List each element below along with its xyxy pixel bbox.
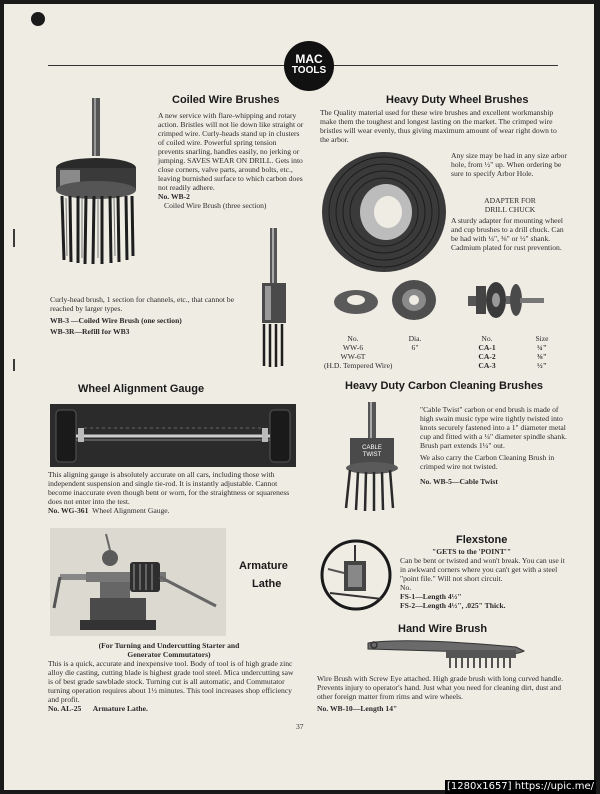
hand-brush-body-text: Wire Brush with Screw Eye attached. High grade brush with long curved handle. Prevents injury to operator's hand. Just what you need for cleaning dirt, dust and other foreign matter from rims and wire wheels. [317, 674, 563, 701]
image-host-url: [1280x1657] https://upic.me/ [446, 781, 594, 792]
page-number: 37 [296, 722, 304, 731]
adapter-body-text: A sturdy adapter for mounting wheel and cup brushes to a drill chuck. Can be had with ¼", ⅜" or ½" shank. Cadmium plated for rust prevention. [451, 216, 564, 252]
table-row [462, 361, 572, 370]
carbon-label-2: TWIST [362, 452, 382, 458]
ca-row-3-no: CA-3 [478, 361, 496, 370]
ww-header-dia: Dia. [408, 334, 422, 343]
wheel-gauge-title: Wheel Alignment Gauge [78, 383, 205, 395]
coiled-no: No. WB-2 [158, 192, 190, 201]
carbon-title: Heavy Duty Carbon Cleaning Brushes [345, 380, 544, 392]
ca-table [462, 334, 572, 370]
table-row [322, 343, 446, 352]
ww-row-2-dia [384, 352, 446, 361]
table-row [322, 352, 446, 361]
binder-mark [13, 359, 15, 371]
armature-lathe-image [50, 528, 226, 636]
flexstone-body [400, 556, 570, 610]
carbon-body-text: "Cable Twist" carbon or end brush is made of high swain music type wire tightly twisted into knots securely fastened into a 1" diameter metal cup and fitted with a ¼" diameter spindle shank. Brush part extends 1¼" out. [420, 405, 567, 450]
ww-row-1-no: WW-6 [342, 343, 364, 352]
wheel-brush-image [320, 150, 448, 275]
arbor-note-text: Any size may be had in any size arbor hole, from ½" up. When ordering be sure to specify Arbor Hole. [451, 151, 567, 178]
ww-note: (H.D. Tempered Wire) [324, 361, 393, 370]
carbon-body [420, 405, 570, 486]
brand-logo [284, 41, 334, 91]
binder-mark [13, 229, 15, 247]
armature-no: No. AL-25 [48, 704, 82, 713]
adapter-image [466, 278, 546, 320]
armature-body-text: This is a quick, accurate and inexpensive tool. Body of tool is of high grade zinc alloy die casting, cutting blade is highest grade tool steel. Mica undercutting saw is of best grade sawblade stock. Turning cut is all automatic, and Commutator turning operation requires about 1½ minutes. This tool increases shop efficiency and profit. [48, 659, 294, 704]
coiled-title: Coiled Wire Brushes [172, 94, 280, 106]
wb3r-line: WB-3R—Refill for WB3 [50, 327, 130, 336]
flexstone-fs2: FS-2—Length 4½", .025" Thick. [400, 601, 506, 610]
wheel-gauge-no-desc: Wheel Alignment Gauge. [92, 506, 170, 515]
armature-body [48, 659, 296, 713]
armature-title-2: Lathe [252, 578, 282, 590]
curly-note-text: Curly-head brush, 1 section for channels, etc., that cannot be reached by larger types. [50, 295, 235, 313]
adapter-title [451, 196, 569, 214]
brand-logo-line1: MAC [295, 52, 323, 66]
table-row [462, 352, 572, 361]
adapter-body [451, 216, 569, 252]
ww-row-2-no: WW-6T [340, 352, 366, 361]
ca-header-size: Size [535, 334, 549, 343]
armature-subtitle-1: (For Turning and Undercutting Starter and [98, 641, 240, 650]
curly-note [50, 295, 250, 336]
hand-brush-body [317, 674, 571, 713]
catalog-page [4, 4, 594, 790]
hand-brush-no: No. WB-10—Length 14" [317, 704, 398, 713]
hand-brush-image [366, 635, 528, 671]
wheel-gauge-no: No. WG-361 [48, 506, 89, 515]
armature-subtitle-2: Generator Commutators) [127, 650, 211, 659]
heavy-wheel-body [320, 108, 566, 144]
ca-row-1-size: ¼" [537, 343, 547, 352]
brand-logo-line2: TOOLS [291, 65, 327, 76]
coiled-body-text: A new service with flare-whipping and rotary action. Bristles will not lie down like straight or crimped wire. Curly-heads stand up in clusters of coiled wire. Powerful spring tension prevents snarling, handles easily, no jerking or jumping. SAVES WEAR ON DRILL. Gets into close corners, valve parts, around bolts, etc., leaving burnished surface to which carbon does not readily adhere. [158, 111, 304, 192]
coiled-body [158, 111, 304, 210]
flexstone-subtitle: "GETS to the 'POINT'" [432, 547, 512, 556]
wheel-gauge-image [50, 404, 296, 467]
ca-header-no: No. [481, 334, 493, 343]
carbon-also: We also carry the Carbon Cleaning Brush in crimped wire not twisted. [420, 453, 555, 471]
heavy-wheel-body-text: The Quality material used for these wire brushes and excellent workmanship make them the toughest and longest lasting on the market. The crimped wire bristles will wear evenly, thus giving maximum amount of wear right down to the arbor. [320, 108, 557, 144]
carbon-brush-label [350, 445, 394, 459]
armature-no-desc: Armature Lathe. [92, 704, 148, 713]
adapter-title-1: ADAPTER FOR [484, 196, 536, 205]
armature-title-1: Armature [239, 560, 288, 572]
ww-table [322, 334, 446, 370]
flexstone-body-text: Can be bent or twisted and won't break. You can use it in awkward corners where you can't get with a steel "point file." Will not short circuit. [400, 556, 565, 583]
table-row [462, 343, 572, 352]
wheel-gauge-body-text: This aligning gauge is absolutely accurate on all cars, including those with independent suspension and single tie-rod. It is instantly adjustable. Cannot become inaccurate even though bent or worn, for the straightness or squareness does not enter into the test. [48, 470, 290, 506]
wheel-gauge-body [48, 470, 296, 515]
hand-brush-title: Hand Wire Brush [398, 623, 488, 635]
ca-row-3-size: ½" [537, 361, 547, 370]
flexstone-image [320, 539, 392, 611]
ca-row-1-no: CA-1 [478, 343, 496, 352]
coiled-brush-image [50, 96, 145, 266]
ww-header-no: No. [347, 334, 359, 343]
binder-hole [31, 12, 45, 26]
ww-row-1-dia: 6" [411, 343, 419, 352]
flexstone-fs1: FS-1—Length 4½" [400, 592, 462, 601]
carbon-label-1: CABLE [362, 445, 382, 451]
carbon-no: No. WB-5—Cable Twist [420, 477, 498, 486]
single-coil-brush-image [254, 226, 294, 368]
adapter-title-2: DRILL CHUCK [484, 205, 536, 214]
heavy-wheel-title: Heavy Duty Wheel Brushes [386, 94, 529, 106]
coiled-caption: Coiled Wire Brush (three section) [164, 201, 267, 210]
ca-row-2-size: ⅜" [537, 352, 547, 361]
flexstone-title: Flexstone [456, 534, 508, 546]
arbor-note [451, 151, 569, 178]
wb3-line: WB-3 —Coiled Wire Brush (one section) [50, 316, 182, 325]
armature-subtitle [64, 641, 274, 659]
wheel-hub-images [334, 278, 444, 324]
ca-row-2-no: CA-2 [478, 352, 496, 361]
flexstone-no: No. [400, 583, 412, 592]
